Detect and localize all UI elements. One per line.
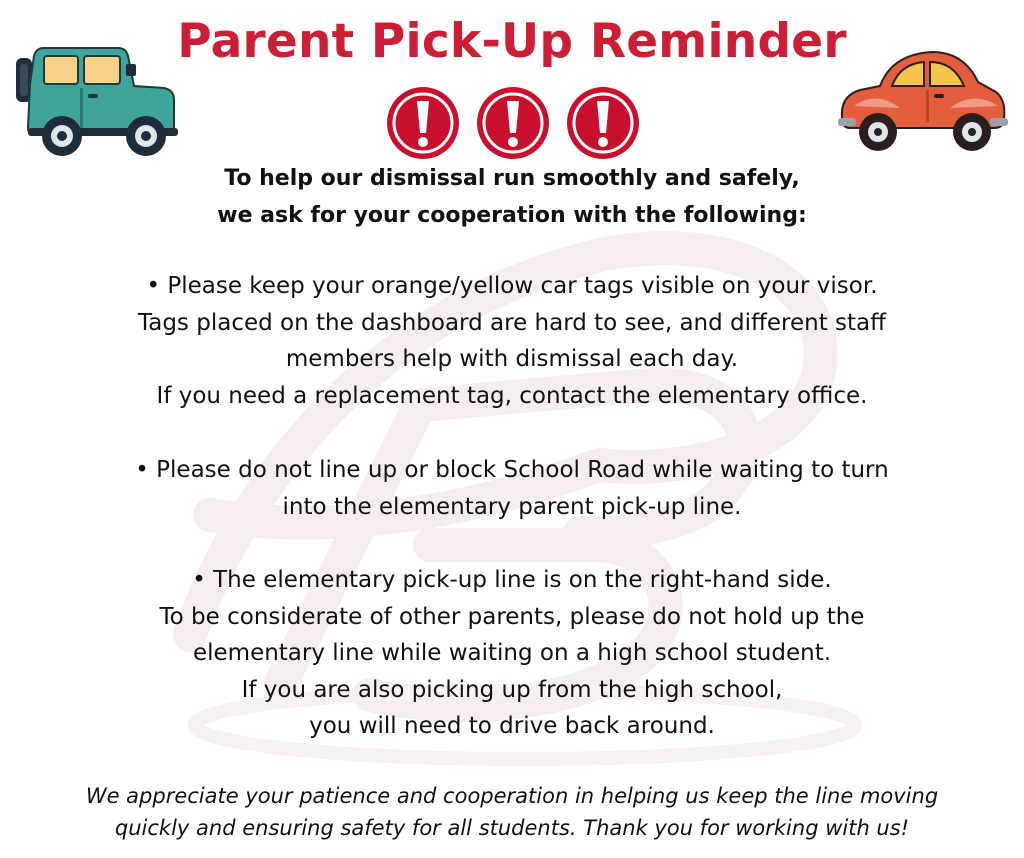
bullet-line: To be considerate of other parents, please do not hold up the bbox=[159, 603, 865, 630]
intro-text bbox=[0, 160, 1024, 234]
closing-line: quickly and ensuring safety for all students. Thank you for working with us! bbox=[114, 816, 910, 840]
exclamation-circle-icon bbox=[565, 85, 641, 161]
bullet-line: Tags placed on the dashboard are hard to see, and different staff bbox=[138, 309, 886, 336]
exclamation-circle-icon bbox=[475, 85, 551, 161]
bullet-line: If you need a replacement tag, contact the elementary office. bbox=[156, 382, 868, 409]
bullet-line: • Please keep your orange/yellow car tags visible on your visor. bbox=[146, 273, 878, 299]
bullet-line: If you are also picking up from the high school, bbox=[241, 676, 783, 703]
bullet-line: members help with dismissal each day. bbox=[285, 346, 739, 372]
closing-note bbox=[0, 780, 1024, 844]
page-title: Parent Pick-Up Reminder bbox=[177, 14, 847, 69]
beetle-car-icon bbox=[836, 46, 1008, 156]
bullet-line: • Please do not line up or block School Road while waiting to turn bbox=[135, 457, 889, 483]
exclamation-circle-icon bbox=[385, 85, 461, 161]
bullet-line: • The elementary pick-up line is on the right-hand side. bbox=[192, 567, 832, 593]
bullet-school-road bbox=[40, 452, 984, 525]
bullet-line: elementary line while waiting on a high school student. bbox=[192, 640, 832, 666]
closing-line: We appreciate your patience and cooperation in helping us keep the line moving bbox=[85, 784, 939, 808]
alert-icons bbox=[385, 85, 641, 163]
bullet-line: into the elementary parent pick-up line. bbox=[282, 493, 742, 520]
intro-line: To help our dismissal run smoothly and safely, bbox=[224, 166, 800, 191]
bullet-line: you will need to drive back around. bbox=[309, 713, 715, 739]
bullet-car-tags bbox=[40, 268, 984, 414]
bullet-right-hand-side bbox=[40, 562, 984, 745]
intro-line: we ask for your cooperation with the following: bbox=[217, 203, 807, 228]
